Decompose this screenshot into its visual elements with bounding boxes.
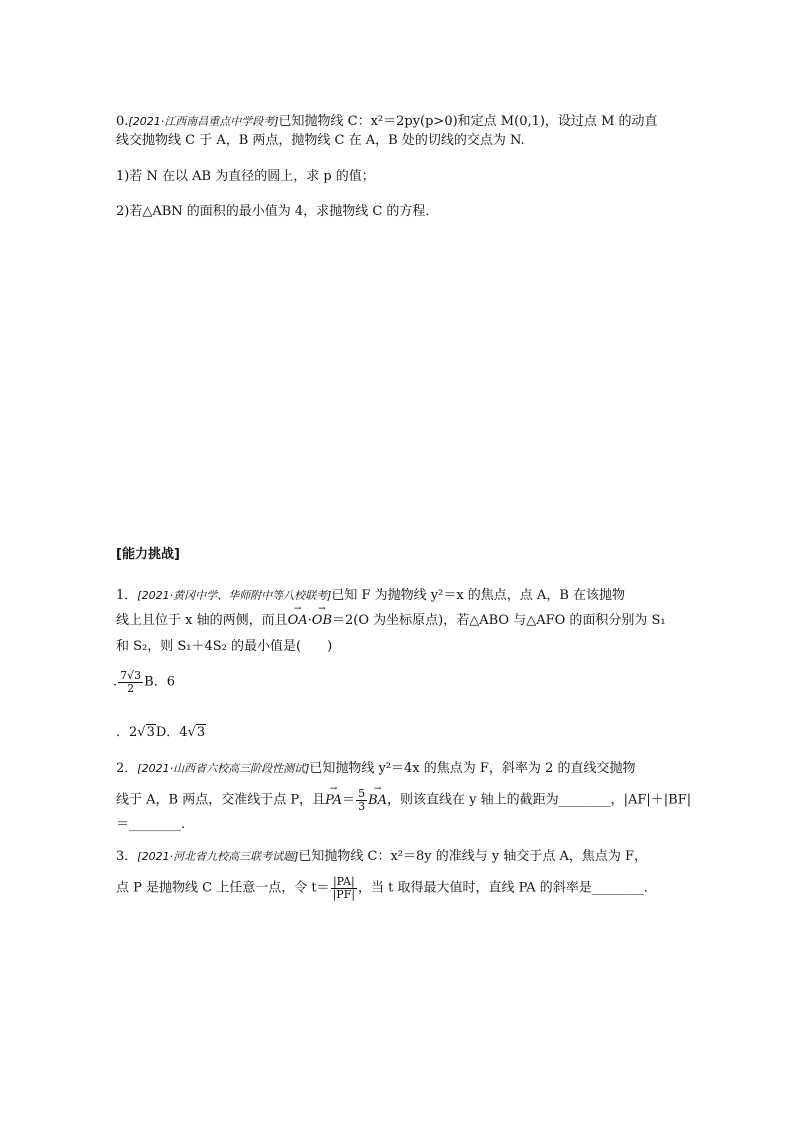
q2-fraction <box>356 788 367 812</box>
q2-text-2b: ，则该直线在 y 轴上的截距为________，|AF|＋|BF| <box>387 792 692 808</box>
q1-text-2a: 线上且位于 x 轴的两侧，而且 <box>116 613 288 628</box>
q0-text-1: 已知抛物线 C：x²＝2py(p>0)和定点 M(0,1)，设过点 M 的动直 <box>278 114 658 129</box>
q3-text-1: 已知抛物线 C：x²＝8y 的准线与 y 轴交于点 A，焦点为 F， <box>298 849 648 864</box>
q1-option-d-prefix: D．4 <box>155 725 188 740</box>
q2-text-2a: 线于 A，B 两点，交准线于点 P，且 <box>116 792 326 808</box>
q1-line2 <box>116 614 666 627</box>
q0-part1: 1)若 N 在以 AB 为直径的圆上，求 p 的值； <box>116 169 375 184</box>
q1-option-a-den: 2 <box>127 681 135 695</box>
q2-eq: ＝ <box>342 792 356 808</box>
q3-frac-den: |PF| <box>332 887 356 901</box>
q3-line2 <box>116 876 657 900</box>
q1-option-b: B．6 <box>144 674 175 690</box>
q1-text-2b: ＝2(O 为坐标原点)，若△ABO 与△AFO 的面积分别为 S₁ <box>332 613 666 628</box>
q1-number: 1． <box>116 588 138 603</box>
q2-line3: ＝________. <box>116 817 186 832</box>
q0-line2: 线交抛物线 C 于 A，B 两点，抛物线 C 在 A，B 处的切线的交点为 N. <box>116 133 525 148</box>
q2-number: 2． <box>116 761 138 776</box>
q1-dot: · <box>307 613 312 628</box>
q2-source: [2021·山西省六校高三阶段性测试] <box>137 762 310 775</box>
q2-line1 <box>116 762 635 775</box>
q2-vector-ba: → BA <box>368 794 387 807</box>
q3-number: 3． <box>116 849 138 864</box>
q2-frac-den: 3 <box>358 799 366 813</box>
q1-vector-ob: → OB <box>312 614 332 627</box>
q1-text-1: 已知 F 为抛物线 y²＝x 的焦点，点 A，B 在该抛物 <box>331 588 626 603</box>
q2-vector-pa: → PA <box>325 794 342 807</box>
q3-line1 <box>116 850 647 863</box>
q3-text-2a: 点 P 是抛物线 C 上任意一点，令 t＝ <box>116 880 330 896</box>
q0-line1 <box>116 115 658 128</box>
q3-text-2b: ，当 t 取得最大值时，直线 PA 的斜率是________． <box>358 880 657 896</box>
q1-vector-oa: → OA <box>288 614 308 627</box>
q1-line1 <box>116 589 625 602</box>
q1-option-a-fraction <box>118 670 143 694</box>
q0-part2: 2)若△ABN 的面积的最小值为 4，求抛物线 C 的方程． <box>116 204 439 219</box>
section-title: [能力挑战] <box>116 547 180 562</box>
q2-frac-num: 5 <box>358 787 366 800</box>
q1-option-c-prefix: ．2 <box>116 725 138 740</box>
q1-line3: 和 S₂，则 S₁＋4S₂ 的最小值是( ) <box>116 639 333 654</box>
q2-line2 <box>116 788 691 812</box>
q1-option-d-radicand: 3 <box>196 725 206 740</box>
q1-option-a-num: 7√3 <box>120 669 142 682</box>
q1-options-ab: . $\frac{7√3}{2}$ B．6 <box>113 669 175 695</box>
q3-frac-num: |PA| <box>331 876 357 889</box>
q0-source: [2021·江西南昌重点中学段考] <box>128 115 279 128</box>
q3-fraction <box>331 876 357 900</box>
q0-number: 0. <box>116 114 129 129</box>
q2-text-1: 已知抛物线 y²＝4x 的焦点为 F，斜率为 2 的直线交抛物 <box>309 761 636 776</box>
q1-option-c-radicand: 3 <box>146 725 155 740</box>
q1-options-cd: ．2√3D．4√3 <box>116 725 206 740</box>
q1-source: [2021·黄冈中学、华师附中等八校联考] <box>137 589 332 602</box>
q3-source: [2021·河北省九校高三联考试题] <box>137 850 299 863</box>
